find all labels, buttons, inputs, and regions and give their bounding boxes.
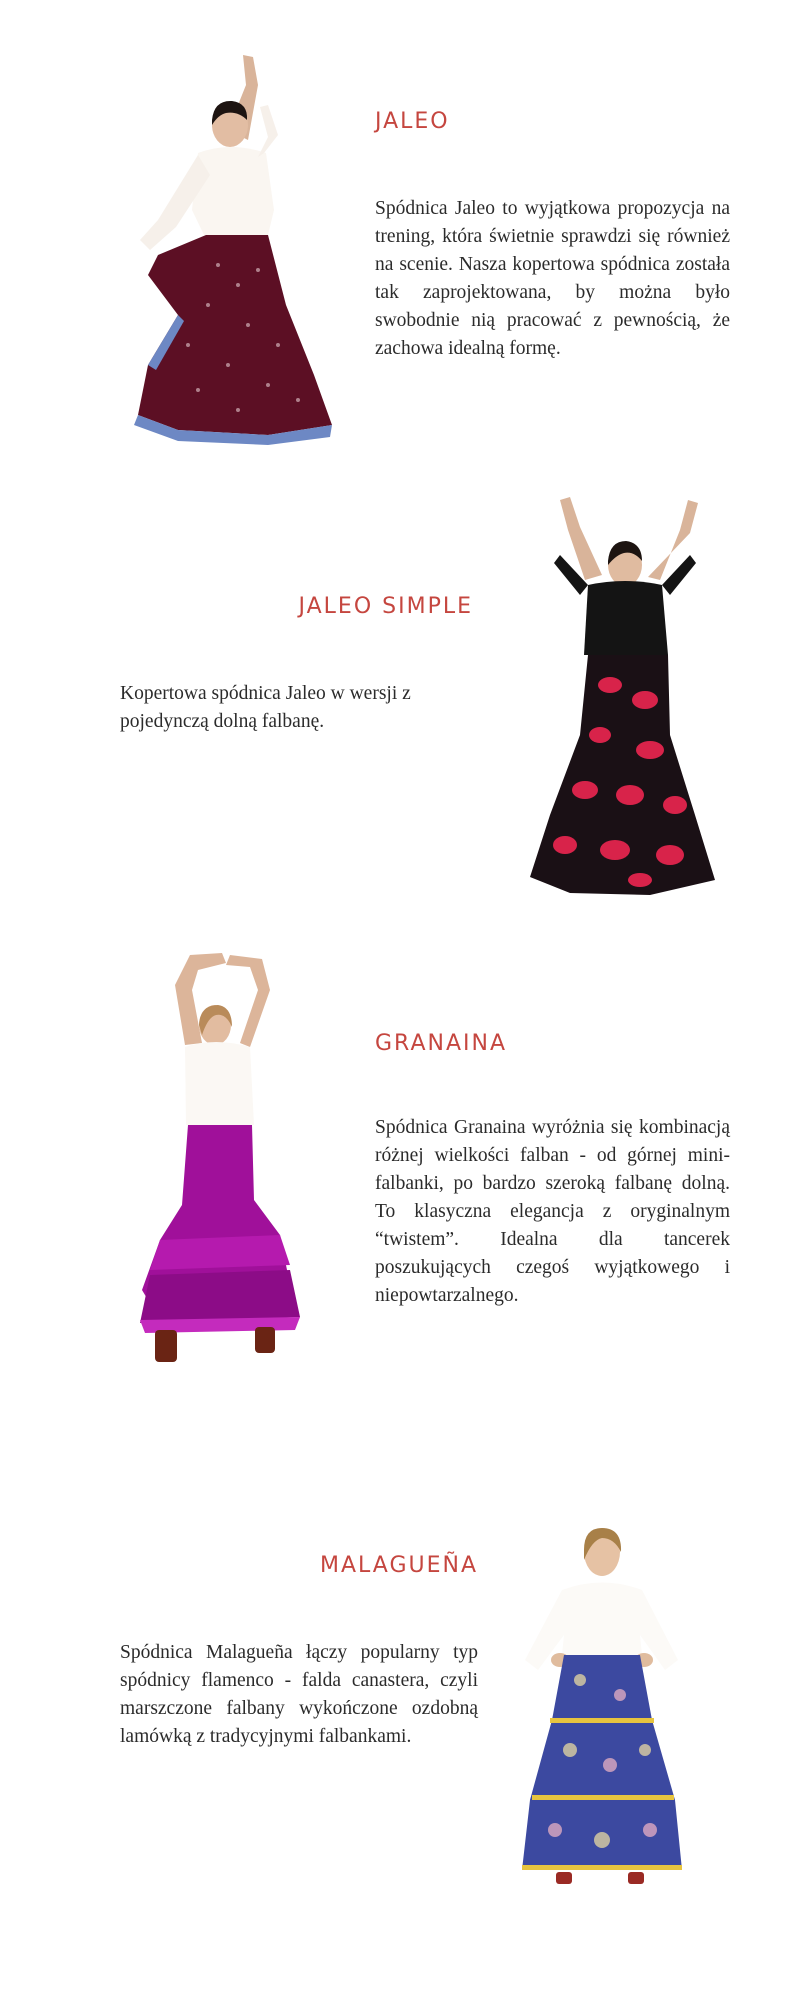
granaina-skirt-photo bbox=[130, 935, 330, 1370]
malaguena-title: MALAGUEÑA bbox=[319, 1553, 478, 1578]
jaleo-simple-title: JALEO SIMPLE bbox=[298, 594, 473, 619]
jaleo-skirt-photo bbox=[118, 45, 340, 445]
jaleo-description: Spódnica Jaleo to wyjątkowa propozycja na trening, która świetnie sprawdzi się również na scenie. Nasza kopertowa spódnica została tak zaprojektowana, by można było swobodnie nią pracować z pewnością, że zachowa idealną formę. bbox=[375, 198, 730, 359]
malaguena-description: Spódnica Malagueña łączy popularny typ spódnicy flamenco - falda canastera, czyli marszczone falbany wykończone ozdobną lamówką z tradycyjnymi falbankami. bbox=[120, 1642, 478, 1747]
granaina-title: GRANAINA bbox=[375, 1031, 507, 1056]
granaina-description: Spódnica Granaina wyróżnia się kombinacją różnej wielkości falban - od górnej mini-falbanki, po bardzo szeroką falbanę dolną. To klasyczna elegancja z oryginalnym “twistem”. Idealna dla tancerek poszukujących czegoś wyjątkowego i niepowtarzalnego. bbox=[375, 1117, 730, 1306]
jaleo-simple-skirt-photo bbox=[530, 485, 720, 905]
jaleo-simple-description: Kopertowa spódnica Jaleo w wersji z pojedynczą dolną falbanę. bbox=[120, 683, 411, 732]
malaguena-skirt-photo bbox=[510, 1520, 690, 1895]
jaleo-title: JALEO bbox=[375, 109, 450, 134]
